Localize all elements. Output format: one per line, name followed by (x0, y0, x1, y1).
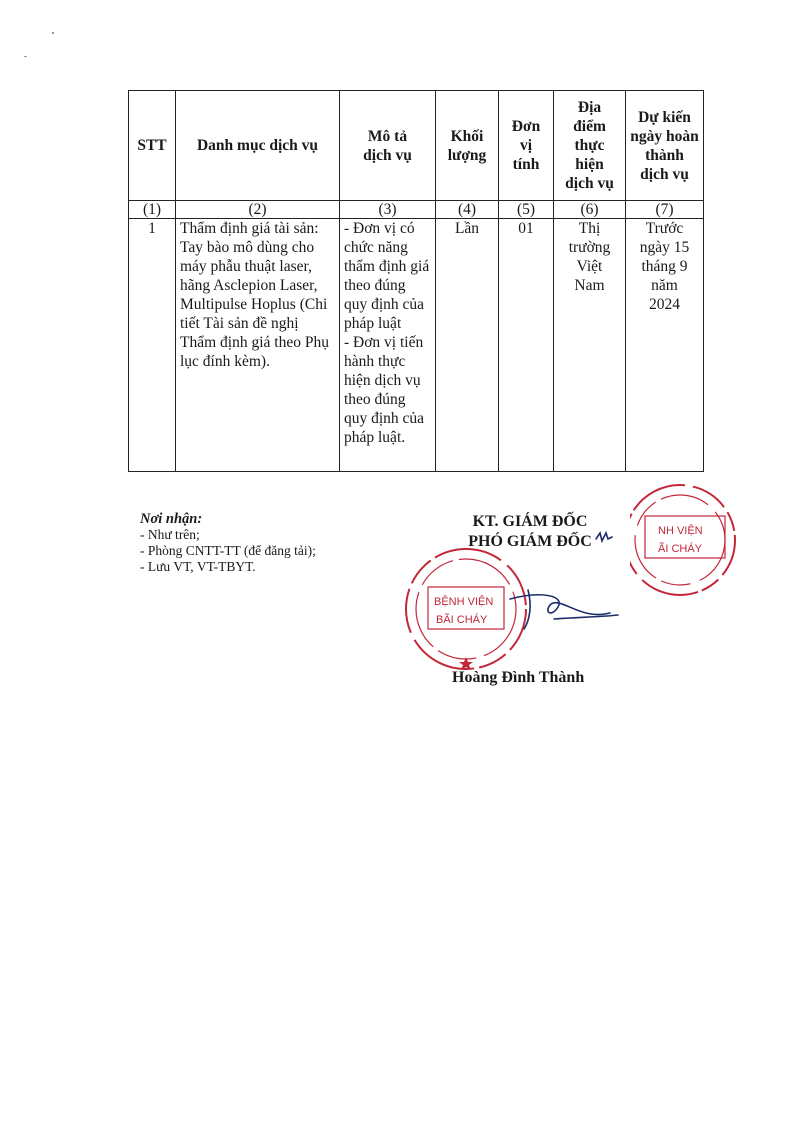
column-number: (6) (554, 201, 626, 219)
scan-speck (52, 32, 54, 34)
row-service: Thẩm định giá tài sản: Tay bào mô dùng cho máy phẫu thuật laser, hãng Asclepion Laser, Multipulse Hoplus (Chi tiết Tài sản đề nghị Thẩm định giá theo Phụ lục đính kèm). (176, 219, 340, 472)
table-row (129, 219, 704, 472)
row-unit: 01 (499, 219, 554, 472)
row-deadline: Trước ngày 15 tháng 9 năm 2024 (626, 219, 704, 472)
column-number: (7) (626, 201, 704, 219)
header-description: Mô tả dịch vụ (340, 91, 436, 201)
hospital-seal-side (630, 478, 800, 608)
header-location: Địa điểm thực hiện dịch vụ (554, 91, 626, 201)
row-quantity: Lần (436, 219, 499, 472)
header-deadline: Dự kiến ngày hoàn thành dịch vụ (626, 91, 704, 201)
row-description: - Đơn vị có chức năng thẩm định giá theo đúng quy định của pháp luật - Đơn vị tiến hành thực hiện dịch vụ theo đúng quy định của pháp luật. (340, 219, 436, 472)
column-number: (1) (129, 201, 176, 219)
signature-subtitle: PHÓ GIÁM ĐỐC (468, 533, 592, 550)
scan-speck (24, 56, 27, 57)
column-number: (5) (499, 201, 554, 219)
header-unit: Đơn vị tính (499, 91, 554, 201)
seal-side-line1: NH VIỆN (658, 525, 703, 537)
column-number: (3) (340, 201, 436, 219)
handwritten-signature (470, 525, 620, 640)
seal-line2: BÃI CHÁY (436, 614, 488, 626)
seal-side-line2: ÃI CHÁY (658, 543, 703, 555)
recipient-item: - Phòng CNTT-TT (để đăng tải); (140, 543, 316, 558)
column-number-row (129, 201, 704, 219)
column-number: (4) (436, 201, 499, 219)
recipient-item: - Như trên; (140, 527, 200, 542)
header-quantity: Khối lượng (436, 91, 499, 201)
row-stt: 1 (129, 219, 176, 472)
header-stt: STT (129, 91, 176, 201)
signer-name: Hoàng Đình Thành (452, 669, 585, 686)
recipients-title: Nơi nhận: (140, 511, 203, 527)
service-table (128, 90, 704, 472)
recipients-block (140, 511, 316, 575)
table-header-row (129, 91, 704, 201)
signature-title: KT. GIÁM ĐỐC (472, 513, 588, 530)
seal-line1: BỆNH VIỆN (434, 596, 494, 608)
column-number: (2) (176, 201, 340, 219)
recipient-item: - Lưu VT, VT-TBYT. (140, 559, 256, 574)
header-service: Danh mục dịch vụ (176, 91, 340, 201)
row-location: Thị trường Việt Nam (554, 219, 626, 472)
